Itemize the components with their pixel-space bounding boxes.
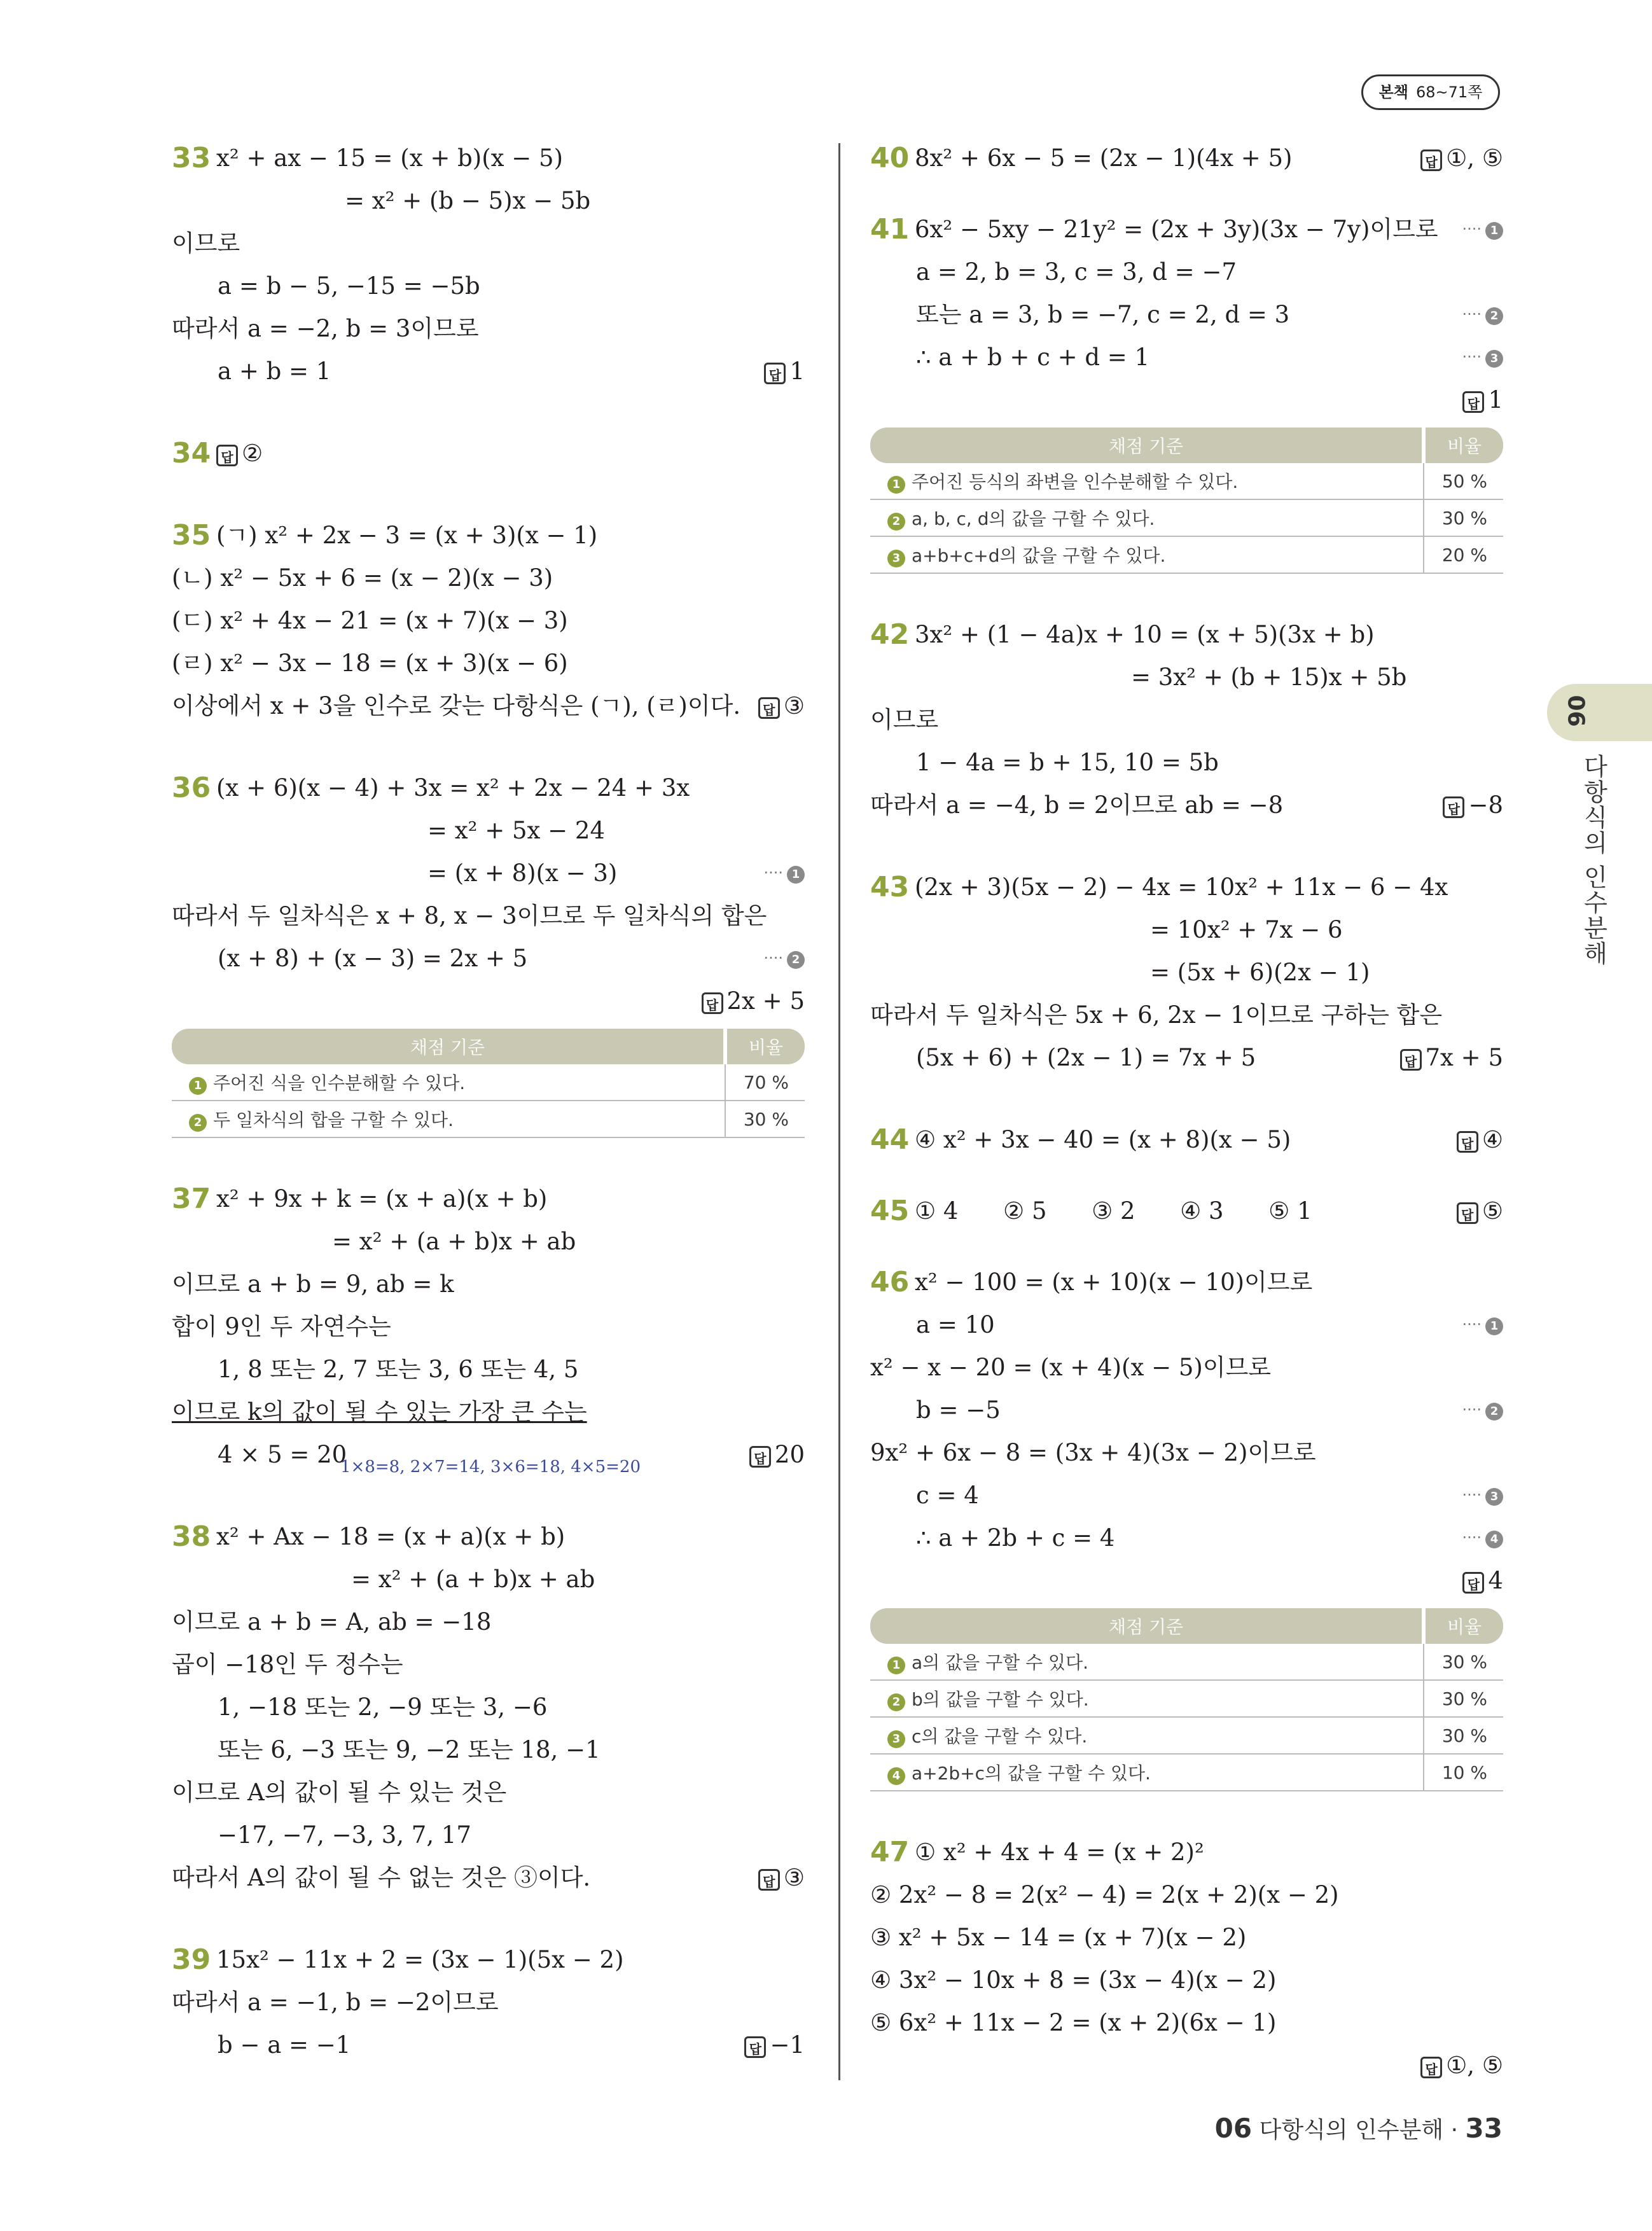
step-marker: ···· 1 bbox=[1462, 208, 1503, 251]
text: 따라서 두 일차식은 5x + 6, 2x − 1이므로 구하는 합은 bbox=[870, 1001, 1443, 1029]
right-column bbox=[870, 137, 1503, 2126]
equation: = x² + 5x − 24 bbox=[427, 817, 605, 844]
step-marker: ···· 3 bbox=[1462, 336, 1503, 379]
problem-number: 35 bbox=[172, 519, 211, 552]
answer-mark-icon: 답 bbox=[1443, 796, 1464, 818]
problem-number: 40 bbox=[870, 142, 910, 174]
equation: 9x² + 6x − 8 = (3x + 4)(3x − 2)이므로 bbox=[870, 1439, 1316, 1466]
text: 이므로 A의 값이 될 수 있는 것은 bbox=[172, 1779, 507, 1806]
text: 합이 9인 두 자연수는 bbox=[172, 1313, 391, 1340]
equation: (5x + 6) + (2x − 1) = 7x + 5 bbox=[916, 1044, 1256, 1071]
equation: c = 4 bbox=[916, 1482, 979, 1509]
equation: ① x² + 4x + 4 = (x + 2)² bbox=[915, 1838, 1204, 1866]
problem-38 bbox=[172, 1515, 805, 1899]
equation: 6x² − 5xy − 21y² = (2x + 3y)(3x − 7y)이므로 bbox=[915, 216, 1438, 243]
table-row: 3 c의 값을 구할 수 있다. 30 % bbox=[870, 1717, 1503, 1754]
problem-41 bbox=[870, 208, 1503, 574]
answer-mark-icon: 답 bbox=[749, 1446, 771, 1468]
answer-mark-icon: 답 bbox=[1420, 149, 1442, 171]
hint-annotation: 1×8=8, 2×7=14, 3×6=18, 4×5=20 bbox=[340, 1457, 641, 1477]
answer: 답 2x + 5 bbox=[702, 980, 805, 1022]
equation: x² + ax − 15 = (x + b)(x − 5) bbox=[216, 144, 564, 172]
problem-47 bbox=[870, 1831, 1503, 2087]
equation: ∴ a + 2b + c = 4 bbox=[916, 1524, 1115, 1552]
text: 또는 6, −3 또는 9, −2 또는 18, −1 bbox=[218, 1736, 600, 1763]
equation: = 10x² + 7x − 6 bbox=[1150, 916, 1343, 943]
equation: (ㄴ) x² − 5x + 6 = (x − 2)(x − 3) bbox=[172, 564, 553, 592]
table-header: 비율 bbox=[1424, 1608, 1503, 1644]
problem-44 bbox=[870, 1118, 1503, 1161]
answer: 답 ③ bbox=[758, 685, 805, 727]
problem-number: 45 bbox=[870, 1195, 910, 1227]
answer-mark-icon: 답 bbox=[1462, 391, 1484, 413]
text: 1, −18 또는 2, −9 또는 3, −6 bbox=[218, 1693, 548, 1721]
equation: = (5x + 6)(2x − 1) bbox=[1150, 959, 1370, 986]
equation: 8x² + 6x − 5 = (2x − 1)(4x + 5) bbox=[915, 144, 1293, 172]
answer-mark-icon: 답 bbox=[1457, 1202, 1478, 1224]
equation: 3x² + (1 − 4a)x + 10 = (x + 5)(3x + b) bbox=[915, 621, 1375, 648]
answer-mark-icon: 답 bbox=[758, 697, 780, 719]
equation: a = 2, b = 3, c = 3, d = −7 bbox=[916, 258, 1237, 286]
table-row: 1 주어진 등식의 좌변을 인수분해할 수 있다. 50 % bbox=[870, 463, 1503, 499]
text: 이므로 a + b = A, ab = −18 bbox=[172, 1608, 492, 1636]
text: 따라서 a = −4, b = 2이므로 ab = −8 bbox=[870, 791, 1284, 819]
answer: 답 ⑤ bbox=[1457, 1190, 1503, 1232]
table-row: 4 a+2b+c의 값을 구할 수 있다. 10 % bbox=[870, 1754, 1503, 1791]
answer: 답 4 bbox=[1462, 1559, 1503, 1602]
text: 따라서 두 일차식은 x + 8, x − 3이므로 두 일차식의 합은 bbox=[172, 902, 767, 929]
step-marker: ···· 1 bbox=[763, 852, 805, 894]
answer: 답 7x + 5 bbox=[1400, 1036, 1503, 1079]
text: 이므로 k의 값이 될 수 있는 가장 큰 수는 bbox=[172, 1398, 587, 1426]
scoring-table bbox=[172, 1029, 805, 1138]
scoring-table bbox=[870, 1608, 1503, 1791]
step-marker: ···· 2 bbox=[1462, 293, 1503, 336]
table-row: 2 두 일차식의 합을 구할 수 있다. 30 % bbox=[172, 1101, 805, 1137]
text: 따라서 a = −1, b = −2이므로 bbox=[172, 1989, 499, 2016]
text: 곱이 −18인 두 정수는 bbox=[172, 1651, 403, 1678]
answer: 답 1 bbox=[764, 350, 805, 393]
text: 따라서 a = −2, b = 3이므로 bbox=[172, 315, 479, 342]
text: 이므로 a + b = 9, ab = k bbox=[172, 1270, 454, 1298]
problem-number: 47 bbox=[870, 1836, 910, 1868]
problem-39 bbox=[172, 1938, 805, 2066]
problem-number: 44 bbox=[870, 1123, 910, 1156]
table-row: 3 a+b+c+d의 값을 구할 수 있다. 20 % bbox=[870, 536, 1503, 573]
answer-mark-icon: 답 bbox=[758, 1869, 780, 1891]
equation: ∴ a + b + c + d = 1 bbox=[916, 344, 1150, 371]
table-header: 채점 기준 bbox=[870, 1608, 1424, 1644]
answer: 답 ①, ⑤ bbox=[1420, 2044, 1503, 2087]
table-row: 2 b의 값을 구할 수 있다. 30 % bbox=[870, 1680, 1503, 1717]
equation: = (x + 8)(x − 3) bbox=[427, 859, 618, 887]
problem-number: 33 bbox=[172, 142, 211, 174]
equation: (x + 8) + (x − 3) = 2x + 5 bbox=[218, 945, 528, 972]
equation: ④ 3x² − 10x + 8 = (3x − 4)(x − 2) bbox=[870, 1966, 1277, 1994]
answer-mark-icon: 답 bbox=[1462, 1572, 1484, 1594]
table-row: 2 a, b, c, d의 값을 구할 수 있다. 30 % bbox=[870, 499, 1503, 536]
equation: = x² + (b − 5)x − 5b bbox=[345, 187, 591, 214]
equation: ③ x² + 5x − 14 = (x + 7)(x − 2) bbox=[870, 1924, 1247, 1951]
answer: 답 −1 bbox=[744, 2024, 805, 2066]
answer: 답 ④ bbox=[1457, 1118, 1503, 1161]
equation: = 3x² + (b + 15)x + 5b bbox=[1131, 664, 1407, 691]
equation: a = 10 bbox=[916, 1311, 995, 1338]
text: 이므로 bbox=[870, 706, 939, 733]
table-header: 비율 bbox=[1424, 427, 1503, 463]
chapter-side-title: 다항식의 인수분해 bbox=[1579, 754, 1607, 967]
page-footer: 06 다항식의 인수분해 · 33 bbox=[1214, 2113, 1503, 2144]
table-header: 채점 기준 bbox=[172, 1029, 725, 1064]
equation: (x + 6)(x − 4) + 3x = x² + 2x − 24 + 3x bbox=[216, 774, 690, 802]
table-header: 비율 bbox=[725, 1029, 805, 1064]
answer: ② bbox=[242, 440, 263, 467]
problem-number: 42 bbox=[870, 618, 910, 651]
problem-number: 41 bbox=[870, 213, 910, 246]
equation: (ㄹ) x² − 3x − 18 = (x + 3)(x − 6) bbox=[172, 650, 568, 677]
answer-mark-icon: 답 bbox=[1420, 2057, 1442, 2078]
table-row: 1 주어진 식을 인수분해할 수 있다. 70 % bbox=[172, 1064, 805, 1101]
problem-number: 39 bbox=[172, 1943, 211, 1976]
equation: (ㄱ) x² + 2x − 3 = (x + 3)(x − 1) bbox=[216, 522, 598, 549]
equation: x² + Ax − 18 = (x + a)(x + b) bbox=[216, 1523, 566, 1550]
equation: 1 − 4a = b + 15, 10 = 5b bbox=[916, 749, 1219, 776]
equation: 15x² − 11x + 2 = (3x − 1)(5x − 2) bbox=[216, 1946, 624, 1973]
answer-mark-icon: 답 bbox=[216, 445, 238, 466]
equation: = x² + (a + b)x + ab bbox=[332, 1228, 576, 1255]
equation: x² − x − 20 = (x + 4)(x − 5)이므로 bbox=[870, 1354, 1272, 1381]
problem-34 bbox=[172, 432, 805, 475]
step-marker: ···· 3 bbox=[1462, 1474, 1503, 1517]
equation: a + b = 1 bbox=[218, 358, 331, 385]
equation: 또는 a = 3, b = −7, c = 2, d = 3 bbox=[916, 301, 1290, 328]
table-header: 채점 기준 bbox=[870, 427, 1424, 463]
text: −17, −7, −3, 3, 7, 17 bbox=[218, 1821, 471, 1849]
equation: x² − 100 = (x + 10)(x − 10)이므로 bbox=[915, 1268, 1313, 1296]
equation: 4 × 5 = 20 bbox=[218, 1441, 347, 1468]
problem-46 bbox=[870, 1261, 1503, 1791]
chapter-tab: 06 bbox=[1547, 684, 1652, 741]
problem-37 bbox=[172, 1178, 805, 1476]
page-reference-badge: 본책 68~71쪽 bbox=[1361, 74, 1500, 110]
step-marker: ···· 1 bbox=[1462, 1303, 1503, 1346]
problem-33 bbox=[172, 137, 805, 393]
equation: ④ x² + 3x − 40 = (x + 8)(x − 5) bbox=[915, 1126, 1291, 1153]
choices: ① 4 ② 5 ③ 2 ④ 3 ⑤ 1 bbox=[915, 1197, 1312, 1225]
step-marker: ···· 2 bbox=[763, 937, 805, 980]
text: 이므로 bbox=[172, 230, 240, 257]
problem-40 bbox=[870, 137, 1503, 179]
problem-number: 37 bbox=[172, 1183, 211, 1215]
page-number: 33 bbox=[1465, 2113, 1503, 2144]
equation: = x² + (a + b)x + ab bbox=[351, 1566, 595, 1593]
problem-number: 46 bbox=[870, 1266, 910, 1298]
problem-number: 36 bbox=[172, 772, 211, 804]
problem-number: 43 bbox=[870, 871, 910, 903]
problem-number: 34 bbox=[172, 437, 211, 469]
answer: 답 ①, ⑤ bbox=[1420, 137, 1503, 179]
answer-mark-icon: 답 bbox=[1457, 1131, 1478, 1153]
answer-mark-icon: 답 bbox=[764, 363, 786, 384]
text: 1, 8 또는 2, 7 또는 3, 6 또는 4, 5 bbox=[218, 1356, 579, 1383]
answer-mark-icon: 답 bbox=[1400, 1049, 1422, 1071]
equation: x² + 9x + k = (x + a)(x + b) bbox=[216, 1185, 548, 1213]
problem-35 bbox=[172, 514, 805, 727]
answer-mark-icon: 답 bbox=[702, 992, 723, 1014]
table-row: 1 a의 값을 구할 수 있다. 30 % bbox=[870, 1644, 1503, 1680]
equation: b = −5 bbox=[916, 1396, 1001, 1424]
equation: a = b − 5, −15 = −5b bbox=[218, 272, 480, 300]
answer: 답 20 bbox=[749, 1433, 805, 1476]
column-divider bbox=[838, 143, 840, 2080]
equation: ② 2x² − 8 = 2(x² − 4) = 2(x + 2)(x − 2) bbox=[870, 1881, 1339, 1908]
scoring-table bbox=[870, 427, 1503, 574]
step-marker: ···· 2 bbox=[1462, 1389, 1503, 1431]
answer: 답 −8 bbox=[1443, 784, 1503, 826]
problem-36 bbox=[172, 767, 805, 1138]
answer: 답 1 bbox=[1462, 379, 1503, 421]
left-column bbox=[172, 137, 805, 2106]
equation: b − a = −1 bbox=[218, 2031, 351, 2059]
text: 이상에서 x + 3을 인수로 갖는 다항식은 (ㄱ), (ㄹ)이다. bbox=[172, 692, 741, 719]
problem-43 bbox=[870, 866, 1503, 1079]
answer: 답 ③ bbox=[758, 1856, 805, 1899]
answer-mark-icon: 답 bbox=[744, 2036, 766, 2058]
problem-42 bbox=[870, 613, 1503, 826]
problem-45 bbox=[870, 1190, 1503, 1232]
equation: (ㄷ) x² + 4x − 21 = (x + 7)(x − 3) bbox=[172, 607, 568, 634]
equation: ⑤ 6x² + 11x − 2 = (x + 2)(6x − 1) bbox=[870, 2009, 1277, 2036]
problem-number: 38 bbox=[172, 1520, 211, 1553]
text: 따라서 A의 값이 될 수 없는 것은 ③이다. bbox=[172, 1864, 591, 1891]
step-marker: ···· 4 bbox=[1462, 1517, 1503, 1559]
equation: (2x + 3)(5x − 2) − 4x = 10x² + 11x − 6 − 4x bbox=[915, 873, 1448, 901]
